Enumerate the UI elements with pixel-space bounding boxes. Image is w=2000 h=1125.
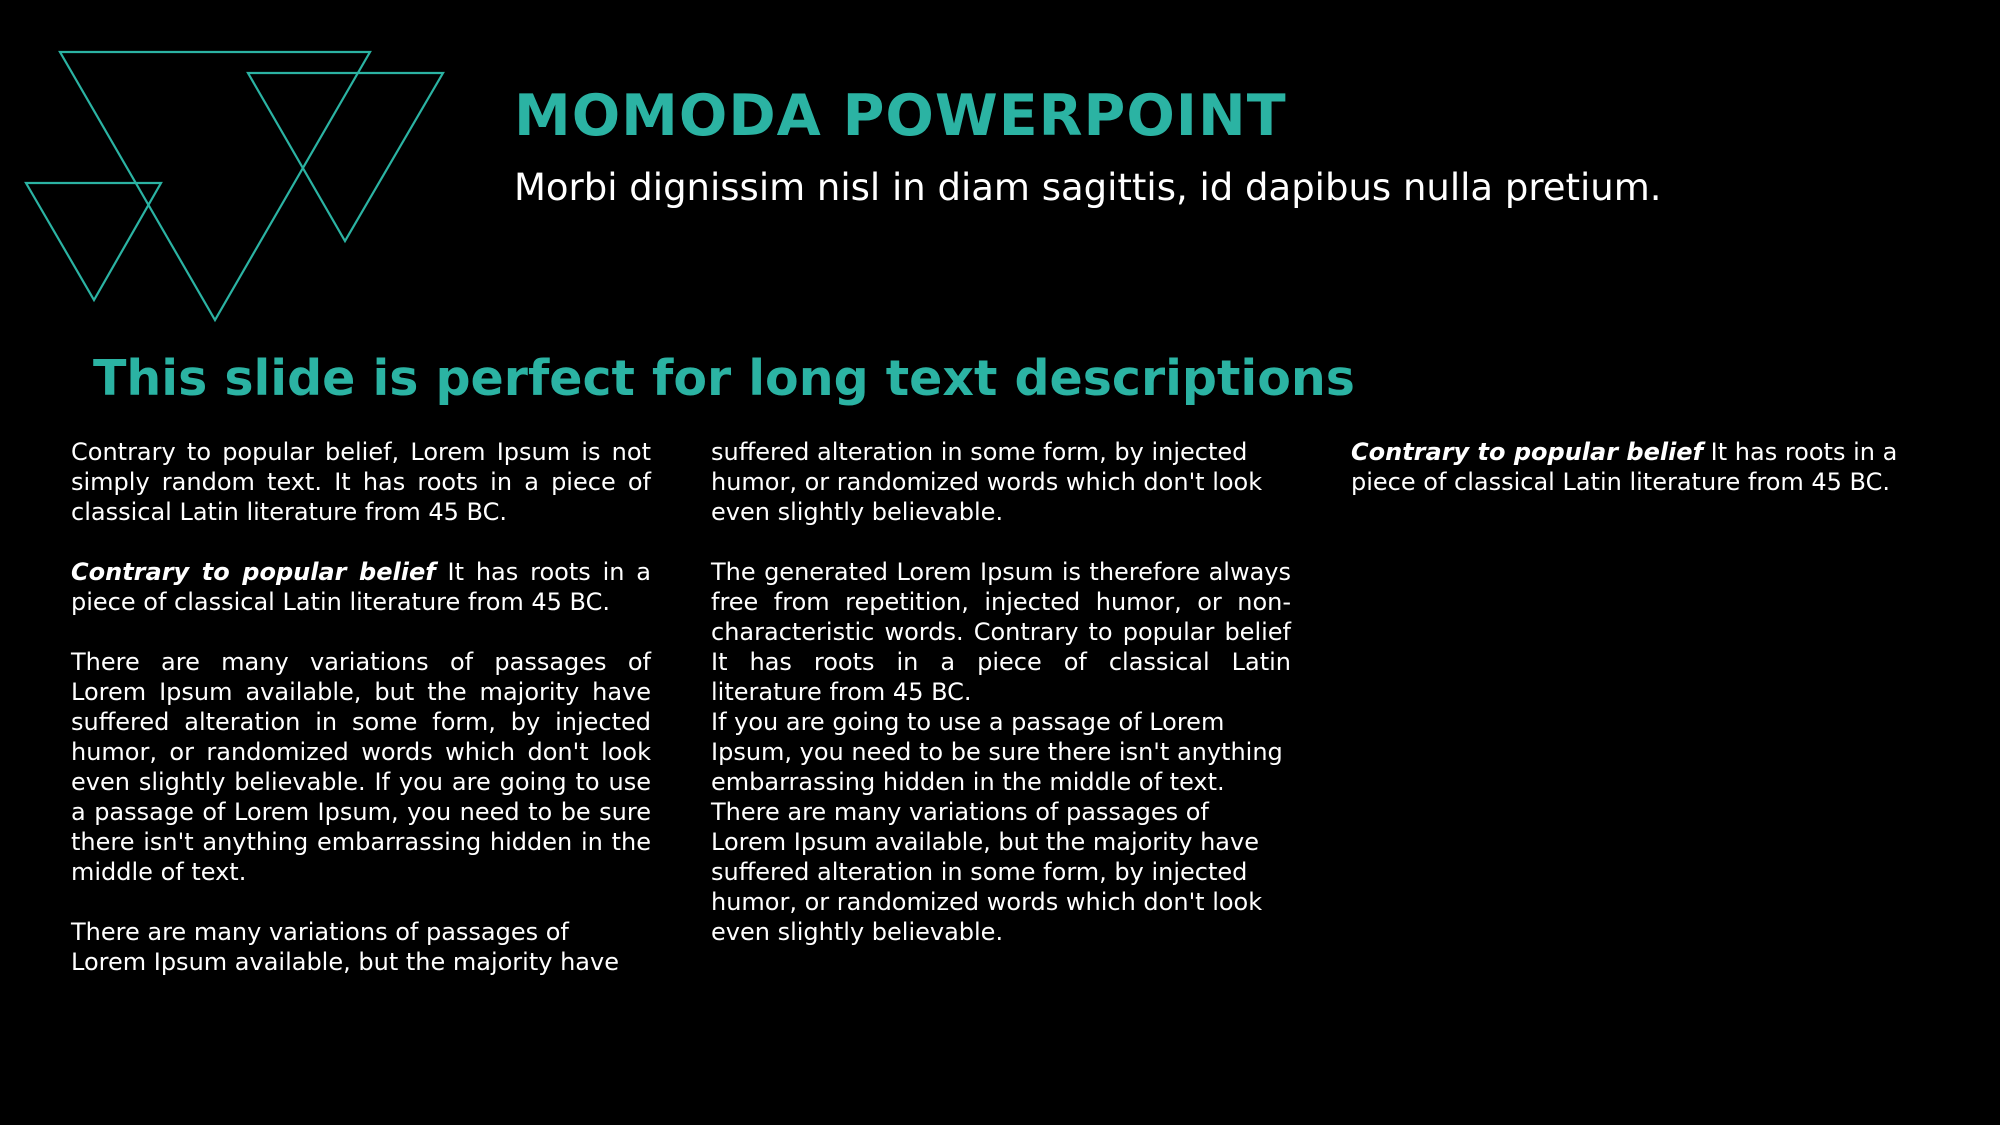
section-heading: This slide is perfect for long text descriptions: [93, 350, 1355, 407]
outlined-triangles-icon: [0, 0, 460, 340]
paragraph-text: The generated Lorem Ipsum is therefore always free from repetition, injected humor, or non-characteristic words. Contrary to popular belief It has roots in a piece of classical Latin literature from 45 BC.: [711, 558, 1291, 706]
paragraph-lead: Contrary to popular belief: [1351, 438, 1704, 466]
body-text-columns: [71, 437, 1931, 997]
paragraph-text: If you are going to use a passage of Lorem Ipsum, you need to be sure there isn't anything embarrassing hidden in the middle of text. There are many variations of passages of Lorem Ipsum available, but the majority have suffered alteration in some form, by injected humor, or randomized words which don't look even slightly believable.: [711, 708, 1283, 946]
paragraph-text: It has roots in a piece of classical Latin literature from 45 BC.: [1351, 438, 1898, 496]
page-title: MOMODA POWERPOINT: [514, 83, 1287, 149]
medium-triangle-outline: [248, 73, 443, 241]
paragraph-text: Contrary to popular belief, Lorem Ipsum is not simply random text. It has roots in a piece of classical Latin literature from 45 BC.: [71, 438, 651, 526]
body-paragraph: [711, 707, 1291, 947]
small-triangle-outline: [26, 183, 161, 300]
paragraph-text: There are many variations of passages of Lorem Ipsum available, but the majority have suffered alteration in some form, by injected humor, or randomized words which don't look even slightly believable.: [71, 438, 1263, 976]
body-paragraph: [71, 557, 651, 617]
page-subtitle: Morbi dignissim nisl in diam sagittis, id dapibus nulla pretium.: [514, 166, 1662, 209]
paragraph-lead: Contrary to popular belief: [71, 558, 436, 586]
paragraph-text: It has roots in a piece of classical Latin literature from 45 BC.: [71, 558, 651, 616]
body-paragraph: [711, 557, 1291, 707]
body-paragraph: [71, 437, 651, 527]
body-paragraph: [71, 647, 651, 887]
body-paragraph: [1351, 437, 1931, 497]
paragraph-text: There are many variations of passages of Lorem Ipsum available, but the majority have suffered alteration in some form, by injected humor, or randomized words which don't look even slightly believable. If you are going to use a passage of Lorem Ipsum, you need to be sure there isn't anything embarrassing hidden in the middle of text.: [71, 648, 651, 886]
